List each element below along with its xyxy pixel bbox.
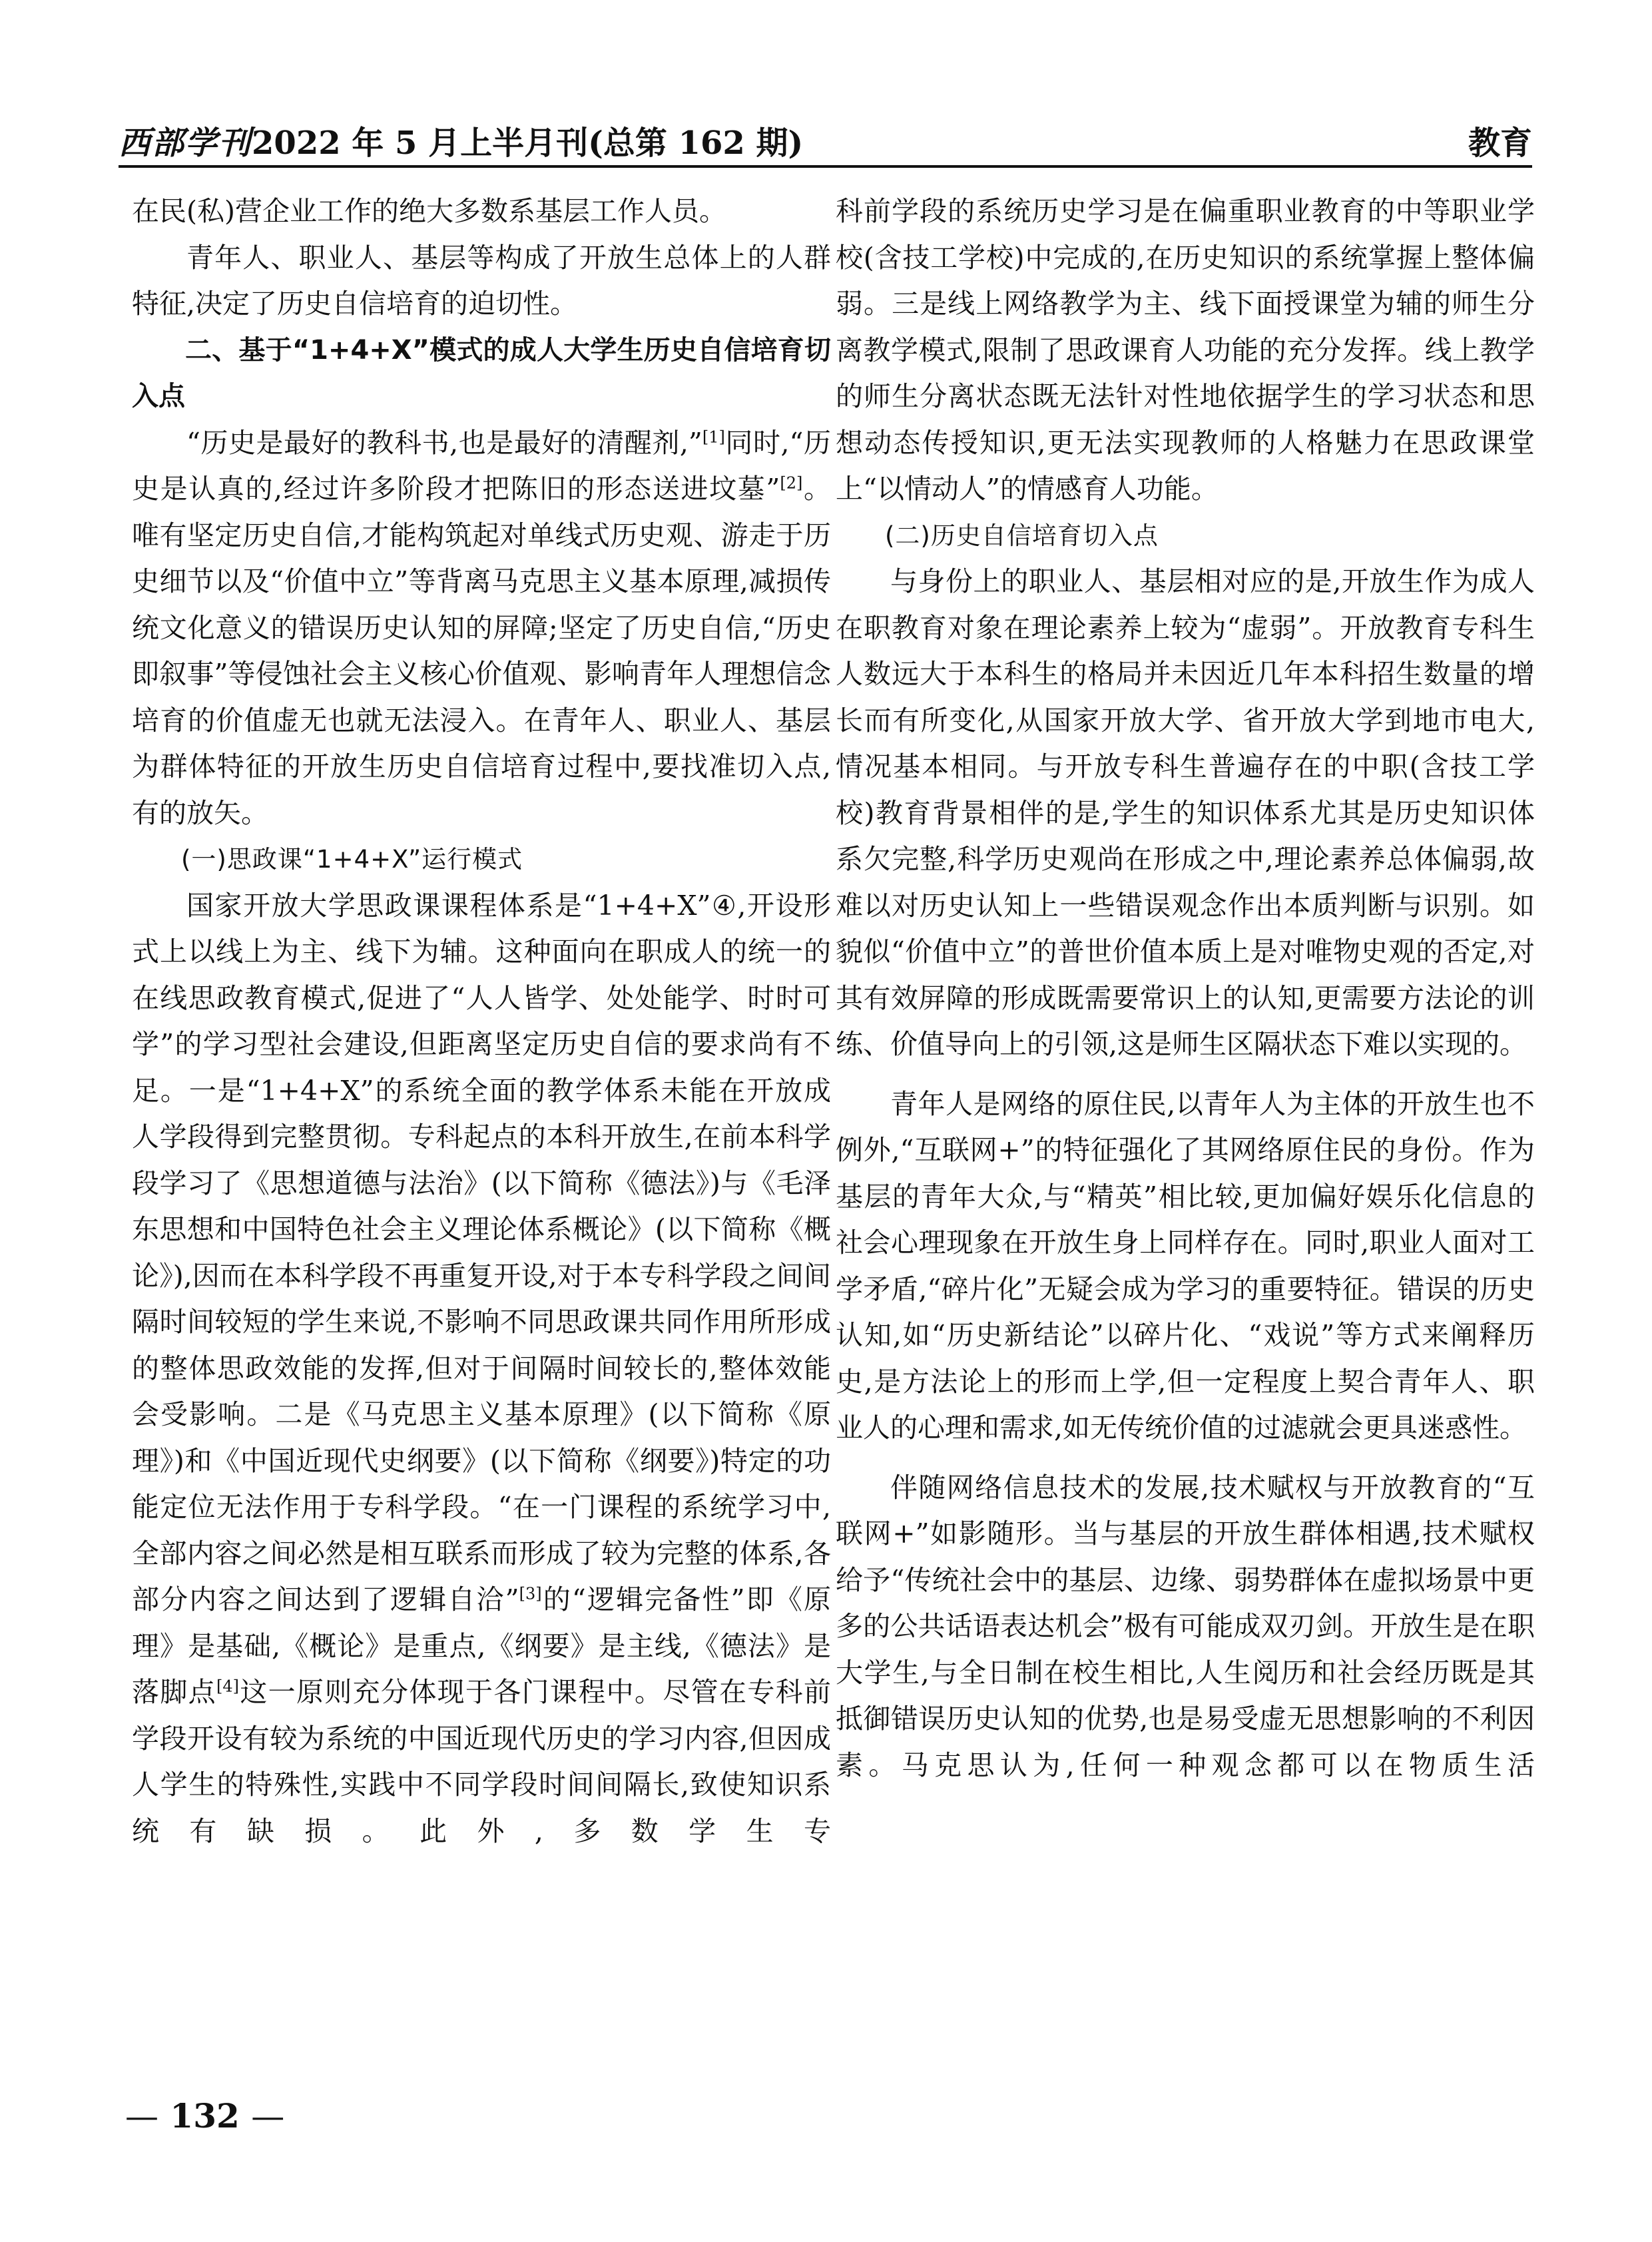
- section-heading: (二)历史自信培育切入点: [885, 521, 1159, 550]
- paragraph: 与身份上的职业人、基层相对应的是,开放生作为成人在职教育对象在理论素养上较为“虚弱”。开放教育专科生人数远大于本科生的格局并未因近几年本科招生数量的增长而有所变化,从国家开放大学、省开放大学到地市电大,情况基本相同。与开放专科生普遍存在的中职(含技工学校)教育背景相伴的是,学生的知识体系尤其是历史知识体系欠完整,科学历史观尚在形成之中,理论素养总体偏弱,故难以对历史认知上一些错误观念作出本质判断与识别。如貌似“价值中立”的普世价值本质上是对唯物史观的否定,对其有效屏障的形成既需要常识上的认知,更需要方法论的训练、价值导向上的引领,这是师生区隔状态下难以实现的。: [836, 565, 1535, 1060]
- footer-dash-left: —: [125, 2097, 158, 2135]
- journal-masthead: [119, 117, 803, 163]
- footer-dash-right: —: [251, 2097, 285, 2135]
- page-footer: [125, 2096, 284, 2135]
- paragraph: 国家开放大学思政课课程体系是“1+4+X”④,开设形式上以线上为主、线下为辅。这种面向在职成人的统一的在线思政教育模式,促进了“人人皆学、处处能学、时时可学”的学习型社会建设,但距离坚定历史自信的要求尚有不足。一是“1+4+X”的系统全面的教学体系未能在开放成人学段得到完整贯彻。专科起点的本科开放生,在前本科学段学习了《思想道德与法治》(以下简称《德法》)与《毛泽东思想和中国特色社会主义理论体系概论》(以下简称《概论》),因而在本科学段不再重复开设,对于本专科学段之间间隔时间较短的学生来说,不影响不同思政课共同作用所形成的整体思政效能的发挥,但对于间隔时间较长的,整体效能会受影响。二是《马克思主义基本原理》(以下简称《原理》)和《中国近现代史纲要》(以下简称《纲要》)特定的功能定位无法作用于专科学段。“在一门课程的系统学习中,全部内容之间必然是相互联系而形成了较为完整的体系,各部分内容之间达到了逻辑自洽”[3]的“逻辑完备性”即《原理》是基础,《概论》是重点,《纲要》是主线,《德法》是落脚点[4]这一原则充分体现于各门课程中。尽管在专科前学段开设有较为系统的中国近现代历史的学习内容,但因成人学生的特殊性,实践中不同学段时间间隔长,致使知识系统有缺损。此外,多数学生专: [132, 889, 832, 1847]
- paragraph: 青年人是网络的原住民,以青年人为主体的开放生也不例外,“互联网+”的特征强化了其网络原住民的身份。作为基层的青年大众,与“精英”相比较,更加偏好娱乐化信息的社会心理现象在开放生身上同样存在。同时,职业人面对工学矛盾,“碎片化”无疑会成为学习的重要特征。错误的历史认知,如“历史新结论”以碎片化、“戏说”等方式来阐释历史,是方法论上的形而上学,但一定程度上契合青年人、职业人的心理和需求,如无传统价值的过滤就会更具迷惑性。: [836, 1087, 1535, 1444]
- page-number: 132: [170, 2096, 240, 2135]
- left-column: [132, 188, 831, 1854]
- issue-info: 2022 年 5 月上半月刊(总第 162 期): [252, 125, 804, 162]
- running-header: [119, 112, 1532, 168]
- paragraph: “历史是最好的教科书,也是最好的清醒剂,”[1]同时,“历史是认真的,经过许多阶段才把陈旧的形态送进坟墓”[2]。唯有坚定历史自信,才能构筑起对单线式历史观、游走于历史细节以及“价值中立”等背离马克思主义基本原理,减损传统文化意义的错误历史认知的屏障;坚定了历史自信,“历史即叙事”等侵蚀社会主义核心价值观、影响青年人理想信念培育的价值虚无也就无法浸入。在青年人、职业人、基层为群体特征的开放生历史自信培育过程中,要找准切入点,有的放矢。: [132, 426, 831, 829]
- paragraph: 伴随网络信息技术的发展,技术赋权与开放教育的“互联网+”如影随形。当与基层的开放生群体相遇,技术赋权给予“传统社会中的基层、边缘、弱势群体在虚拟场景中更多的公共话语表达机会”极有可能成双刃剑。开放生是在职大学生,与全日制在校生相比,人生阅历和社会经历既是其抵御错误历史认知的优势,也是易受虚无思想影响的不利因素。马克思认为,任何一种观念都可以在物质生活: [836, 1471, 1535, 1781]
- paragraph: 科前学段的系统历史学习是在偏重职业教育的中等职业学校(含技工学校)中完成的,在历史知识的系统掌握上整体偏弱。三是线上网络教学为主、线下面授课堂为辅的师生分离教学模式,限制了思政课育人功能的充分发挥。线上教学的师生分离状态既无法针对性地依据学生的学习状态和思想动态传授知识,更无法实现教师的人格魅力在思政课堂上“以情动人”的情感育人功能。: [836, 195, 1535, 505]
- section-label: 教育: [1468, 125, 1532, 162]
- right-column: [836, 188, 1535, 1789]
- section-heading: (一)思政课“1+4+X”运行模式: [181, 845, 523, 874]
- section-heading: 二、基于“1+4+X”模式的成人大学生历史自信培育切入点: [132, 334, 831, 412]
- journal-logo: 西部学刊: [119, 125, 252, 162]
- paragraph: 在民(私)营企业工作的绝大多数系基层工作人员。: [132, 195, 726, 227]
- paragraph: 青年人、职业人、基层等构成了开放生总体上的人群特征,决定了历史自信培育的迫切性。: [132, 241, 831, 320]
